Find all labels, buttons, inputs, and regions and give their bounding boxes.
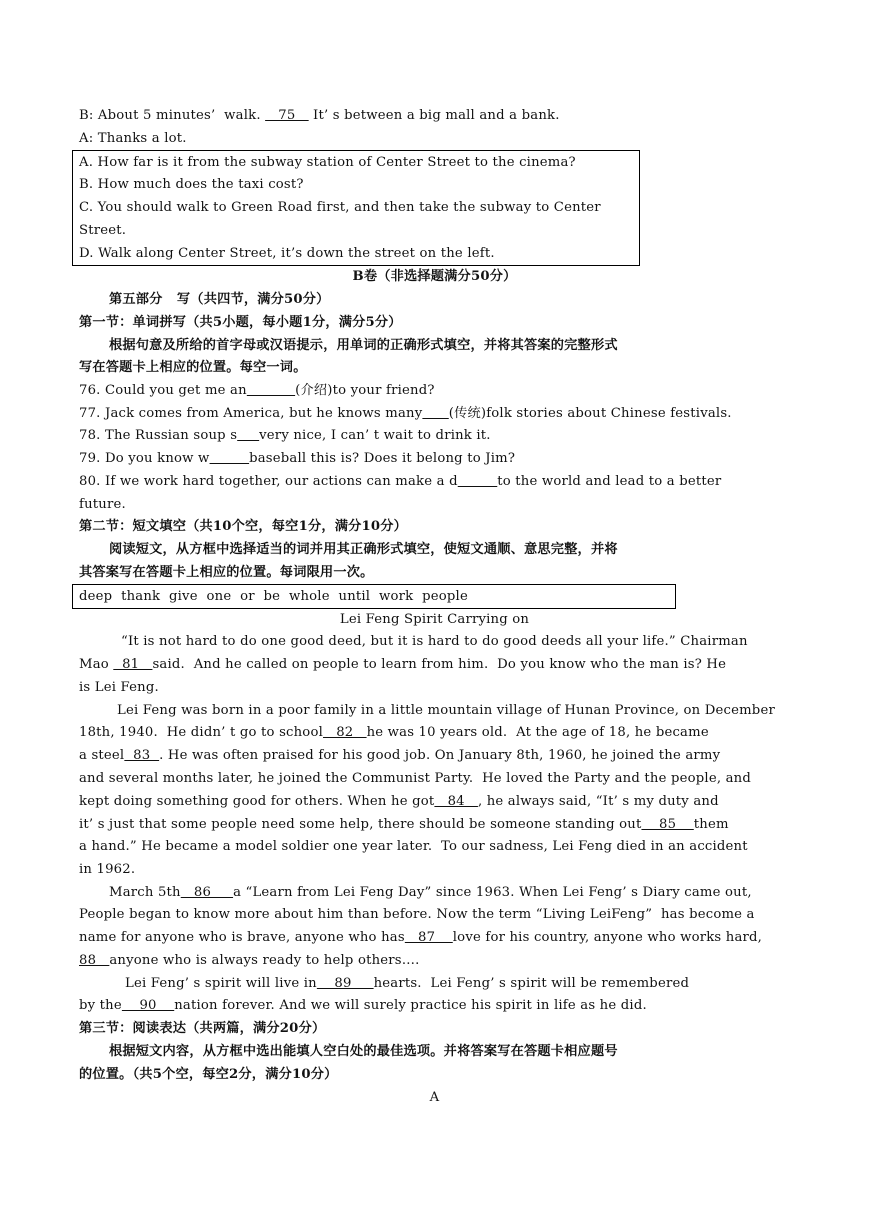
- passage-p2-line3: a steel 83 . He was often praised for his good job. On January 8th, 1960, he joined the army: [79, 748, 721, 763]
- passage-p3-line3: name for anyone who is brave, anyone who has 87 love for his country, anyone who works hard,: [79, 930, 763, 945]
- passage-p2-line7: a hand.” He became a model soldier one year later. To our sadness, Lei Feng died in an accident: [79, 839, 748, 854]
- blank-79: [210, 451, 250, 466]
- blank-89: 89: [316, 976, 374, 991]
- option-d: D. Walk along Center Street, it’s down the street on the left.: [79, 246, 495, 261]
- section2-instruction-2: 其答案写在答题卡上相应的位置。每词限用一次。: [79, 565, 374, 580]
- blank-82: 82: [323, 725, 367, 740]
- passage-p4-line1: Lei Feng’ s spirit will live in 89 hearts. Lei Feng’ s spirit will be remembered: [125, 976, 690, 991]
- passage-p4-line2: by the 90 nation forever. And we will surely practice his spirit in life as he did.: [79, 998, 647, 1013]
- blank-81: 81: [113, 657, 153, 672]
- passage-p2-line5: kept doing something good for others. When he got 84 , he always said, “It’ s my duty and: [79, 794, 719, 809]
- question-79: 79. Do you know w baseball this is? Does it belong to Jim?: [79, 451, 516, 466]
- blank-87: 87: [404, 930, 453, 945]
- passage-p1-line2: Mao 81 said. And he called on people to learn from him. Do you know who the man is? He: [79, 657, 727, 672]
- question-78: 78. The Russian soup s very nice, I can’ t wait to drink it.: [79, 428, 491, 443]
- blank-86: 86: [180, 885, 234, 900]
- question-80-continued: future.: [79, 497, 126, 512]
- blank-88: 88: [79, 953, 110, 968]
- passage-p2-line1: Lei Feng was born in a poor family in a little mountain village of Hunan Province, on December: [117, 703, 775, 718]
- section2-instruction-1: 阅读短文，从方框中选择适当的词并用其正确形式填空，使短文通顺、意思完整，并将: [109, 542, 618, 557]
- section1-title: 第一节：单词拼写（共5小题，每小题1分，满分5分）: [79, 315, 402, 330]
- blank-90: 90: [121, 998, 175, 1013]
- option-c-line2: Street.: [79, 223, 127, 238]
- blank-78: [237, 428, 259, 443]
- passage-p3-line2: People began to know more about him than before. Now the term “Living LeiFeng” has become a: [79, 907, 755, 922]
- passage-p1-line1: “It is not hard to do one good deed, but it is hard to do good deeds all your life.” Chairman: [121, 634, 748, 649]
- section1-instruction-1: 根据句意及所给的首字母或汉语提示，用单词的正确形式填空，并将其答案的完整形式: [109, 338, 618, 353]
- passage-p2-line6: it’ s just that some people need some help, there should be someone standing out 85 them: [79, 817, 729, 832]
- blank-76: [247, 383, 295, 398]
- section3-instruction-2: 的位置。（共5个空，每空2分，满分10分）: [79, 1067, 338, 1082]
- section3-instruction-1: 根据短文内容，从方框中选出能填人空白处的最佳选项。并将答案写在答题卡相应题号: [109, 1044, 618, 1059]
- passage-a-label: A: [429, 1090, 440, 1105]
- passage-p2-line8: in 1962.: [79, 862, 136, 877]
- passage-p3-line1: March 5th 86 a “Learn from Lei Feng Day” since 1963. When Lei Feng’ s Diary came out,: [109, 885, 752, 900]
- option-a: A. How far is it from the subway station of Center Street to the cinema?: [79, 155, 576, 170]
- part5-heading: 第五部分 写（共四节，满分50分）: [109, 292, 330, 307]
- passage-title: Lei Feng Spirit Carrying on: [339, 612, 530, 627]
- passage-p3-line4: 88 anyone who is always ready to help others….: [79, 953, 420, 968]
- blank-84: 84: [434, 794, 478, 809]
- question-77: 77. Jack comes from America, but he knows many (传统)folk stories about Chinese festivals.: [79, 406, 732, 421]
- section3-title: 第三节：阅读表达（共两篇，满分20分）: [79, 1021, 326, 1036]
- blank-85: 85: [641, 817, 694, 832]
- paper-b-title: B卷（非选择题满分50分）: [352, 269, 517, 284]
- question-80: 80. If we work hard together, our actions can make a d to the world and lead to a better: [79, 474, 722, 489]
- passage-p1-line3: is Lei Feng.: [79, 680, 159, 695]
- question-76: 76. Could you get me an (介绍)to your friend?: [79, 383, 435, 398]
- passage-p2-line4: and several months later, he joined the Communist Party. He loved the Party and the people, and: [79, 771, 752, 786]
- section1-instruction-2: 写在答题卡上相应的位置。每空一词。: [79, 360, 307, 375]
- blank-83: 83: [124, 748, 160, 763]
- dialogue-b-line: B: About 5 minutes’ walk. 75 It’ s between a big mall and a bank.: [79, 108, 560, 123]
- blank-75: 75: [265, 108, 309, 123]
- blank-77: [422, 406, 448, 421]
- word-box-words: deep thank give one or be whole until work people: [79, 589, 468, 604]
- option-c-line1: C. You should walk to Green Road first, and then take the subway to Center: [79, 200, 601, 215]
- passage-p2-line2: 18th, 1940. He didn’ t go to school 82 he was 10 years old. At the age of 18, he became: [79, 725, 709, 740]
- blank-80: [458, 474, 498, 489]
- option-b: B. How much does the taxi cost?: [79, 177, 304, 192]
- dialogue-a-line: A: Thanks a lot.: [79, 131, 187, 146]
- section2-title: 第二节：短文填空（共10个空，每空1分，满分10分）: [79, 519, 408, 534]
